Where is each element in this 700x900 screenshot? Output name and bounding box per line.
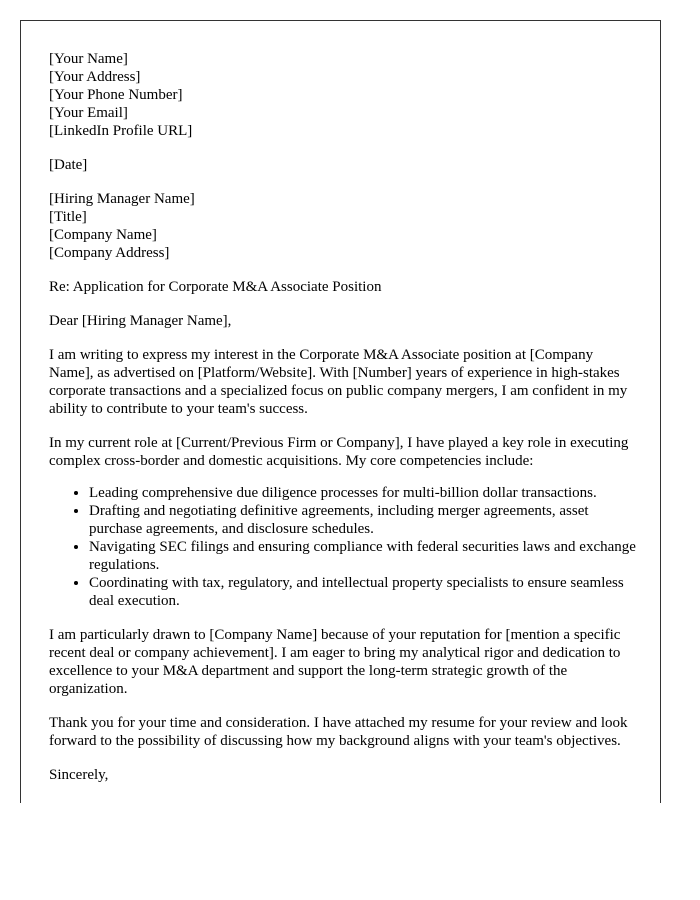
thanks-paragraph: Thank you for your time and consideration. I have attached my resume for your review and look forward to the possibility of discussing how my background aligns with your team's objectives. [49,715,628,749]
recipient-title: [Title] [49,209,87,225]
sender-linkedin: [LinkedIn Profile URL] [49,123,193,139]
sender-block [49,50,639,140]
drawn-paragraph: I am particularly drawn to [Company Name] because of your reputation for [mention a specific recent deal or company achievement]. I am eager to bring my analytical rigor and dedication to excellence to your M&A department and support the long-term strategic growth of the organization. [49,627,621,697]
closing: Sincerely, [49,767,109,783]
date-block [49,156,639,174]
recipient-address: [Company Address] [49,245,170,261]
role-paragraph: In my current role at [Current/Previous Firm or Company], I have played a key role in executing complex cross-border and domestic acquisitions. My core competencies include: [49,435,629,469]
recipient-block [49,190,639,262]
letter-date: [Date] [49,157,88,173]
salutation: Dear [Hiring Manager Name], [49,313,232,329]
letter-page [20,20,661,803]
list-item: • Navigating SEC filings and ensuring compliance with federal securities laws and exchange regulations. [89,538,639,574]
sender-name: [Your Name] [49,51,128,67]
recipient-name: [Hiring Manager Name] [49,191,195,207]
intro-paragraph: I am writing to express my interest in the Corporate M&A Associate position at [Company Name], as advertised on [Platform/Website]. With [Number] years of experience in high-stakes corporate transactions and a specialized focus on public company mergers, I am confident in my ability to contribute to your team's success. [49,347,628,417]
list-item: • Leading comprehensive due diligence processes for multi-billion dollar transactions. [89,484,639,502]
letter-body [49,50,639,800]
list-item: • Drafting and negotiating definitive agreements, including merger agreements, asset purchase agreements, and disclosure schedules. [89,502,639,538]
sender-address: [Your Address] [49,69,141,85]
list-item: • Coordinating with tax, regulatory, and intellectual property specialists to ensure seamless deal execution. [89,574,639,610]
subject-line: Re: Application for Corporate M&A Associate Position [49,279,382,295]
sender-email: [Your Email] [49,105,128,121]
recipient-company: [Company Name] [49,227,157,243]
sender-phone: [Your Phone Number] [49,87,183,103]
competencies-list [49,484,639,610]
